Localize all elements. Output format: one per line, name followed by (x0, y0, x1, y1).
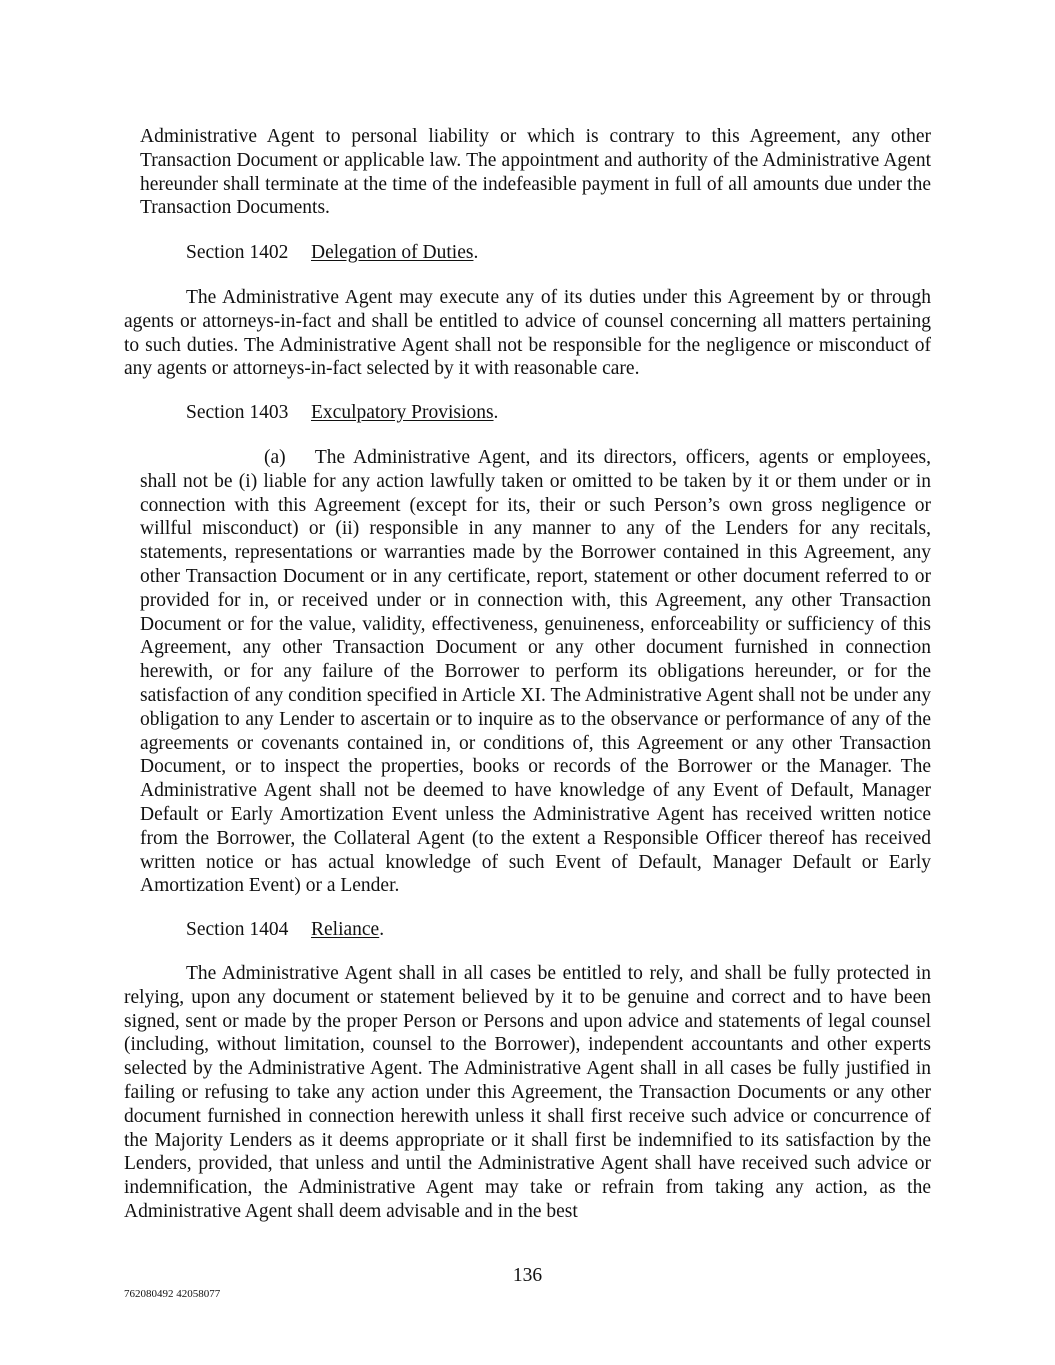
section-number: Section 1402 (186, 242, 289, 263)
document-id: 762080492 42058077 (124, 1288, 221, 1300)
section-title: Delegation of Duties (311, 242, 474, 263)
section-heading-1402 (186, 241, 478, 265)
section-title: Exculpatory Provisions (311, 402, 494, 423)
section-punct: . (379, 919, 385, 940)
paragraph-reliance: The Administrative Agent shall in all cases be entitled to rely, and shall be fully protected in relying, upon any document or statement believed by it to be genuine and correct and to have been signed, sent or made by the proper Person or Persons and upon advice and statements of legal counsel (including, without limitation, counsel to the Borrower), independent accountants and other experts selected by the Administrative Agent. The Administrative Agent shall in all cases be fully justified in failing or refusing to take any action under this Agreement, the Transaction Documents or any other document furnished in connection herewith unless it shall first receive such advice or concurrence of the Majority Lenders as it deems appropriate or it shall first be indemnified to its satisfaction by the Lenders, provided, that unless and until the Administrative Agent shall have received such advice or indemnification, the Administrative Agent may take or refrain from taking any action, as the Administrative Agent shall deem advisable and in the best (124, 963, 931, 1222)
section-punct: . (473, 242, 479, 263)
section-title: Reliance (311, 919, 380, 940)
section-heading-1403 (186, 401, 498, 425)
section-punct: . (493, 402, 499, 423)
section-number: Section 1404 (186, 919, 289, 940)
paragraph-continuation: Administrative Agent to personal liability or which is contrary to this Agreement, any other Transaction Document or applicable law. The appointment and authority of the Administrative Agent hereunder shall terminate at the time of the indefeasible payment in full of all amounts due under the Transaction Documents. (140, 126, 931, 219)
page-number: 136 (512, 1265, 543, 1286)
paragraph-exculpatory-a: (a) The Administrative Agent, and its directors, officers, agents or employees, shall not be (i) liable for any action lawfully taken or omitted to be taken by it or them under or in connection with this Agreement (except for its, their or such Person’s own gross negligence or willful misconduct) or (ii) responsible in any manner to any of the Lenders for any recitals, statements, representations or warranties made by the Borrower contained in this Agreement, any other Transaction Document or in any certificate, report, statement or other document referred to or provided for in, or received under or in connection with, this Agreement, any other Transaction Document or for the value, validity, effectiveness, genuineness, enforceability or sufficiency of this Agreement, any other Transaction Document or any other document furnished in connection herewith, or for any failure of the Borrower to perform its obligations hereunder, or for the satisfaction of any condition specified in Article XI. The Administrative Agent shall not be under any obligation to any Lender to ascertain or to inquire as to the observance or performance of any of the agreements or covenants contained in, or conditions of, this Agreement or any other Transaction Document, or to inspect the properties, books or records of the Borrower or the Manager. The Administrative Agent shall not be deemed to have knowledge of any Event of Default, Manager Default or Early Amortization Event unless the Administrative Agent has received written notice from the Borrower, the Collateral Agent (to the extent a Responsible Officer thereof has received written notice or has actual knowledge of such Event of Default, Manager Default or Early Amortization Event) or a Lender. (140, 447, 931, 897)
paragraph-delegation: The Administrative Agent may execute any of its duties under this Agreement by or through agents or attorneys-in-fact and shall be entitled to advice of counsel concerning all matters pertaining to such duties. The Administrative Agent shall not be responsible for the negligence or misconduct of any agents or attorneys-in-fact selected by it with reasonable care. (124, 287, 931, 380)
section-number: Section 1403 (186, 402, 289, 423)
section-heading-1404 (186, 918, 384, 942)
